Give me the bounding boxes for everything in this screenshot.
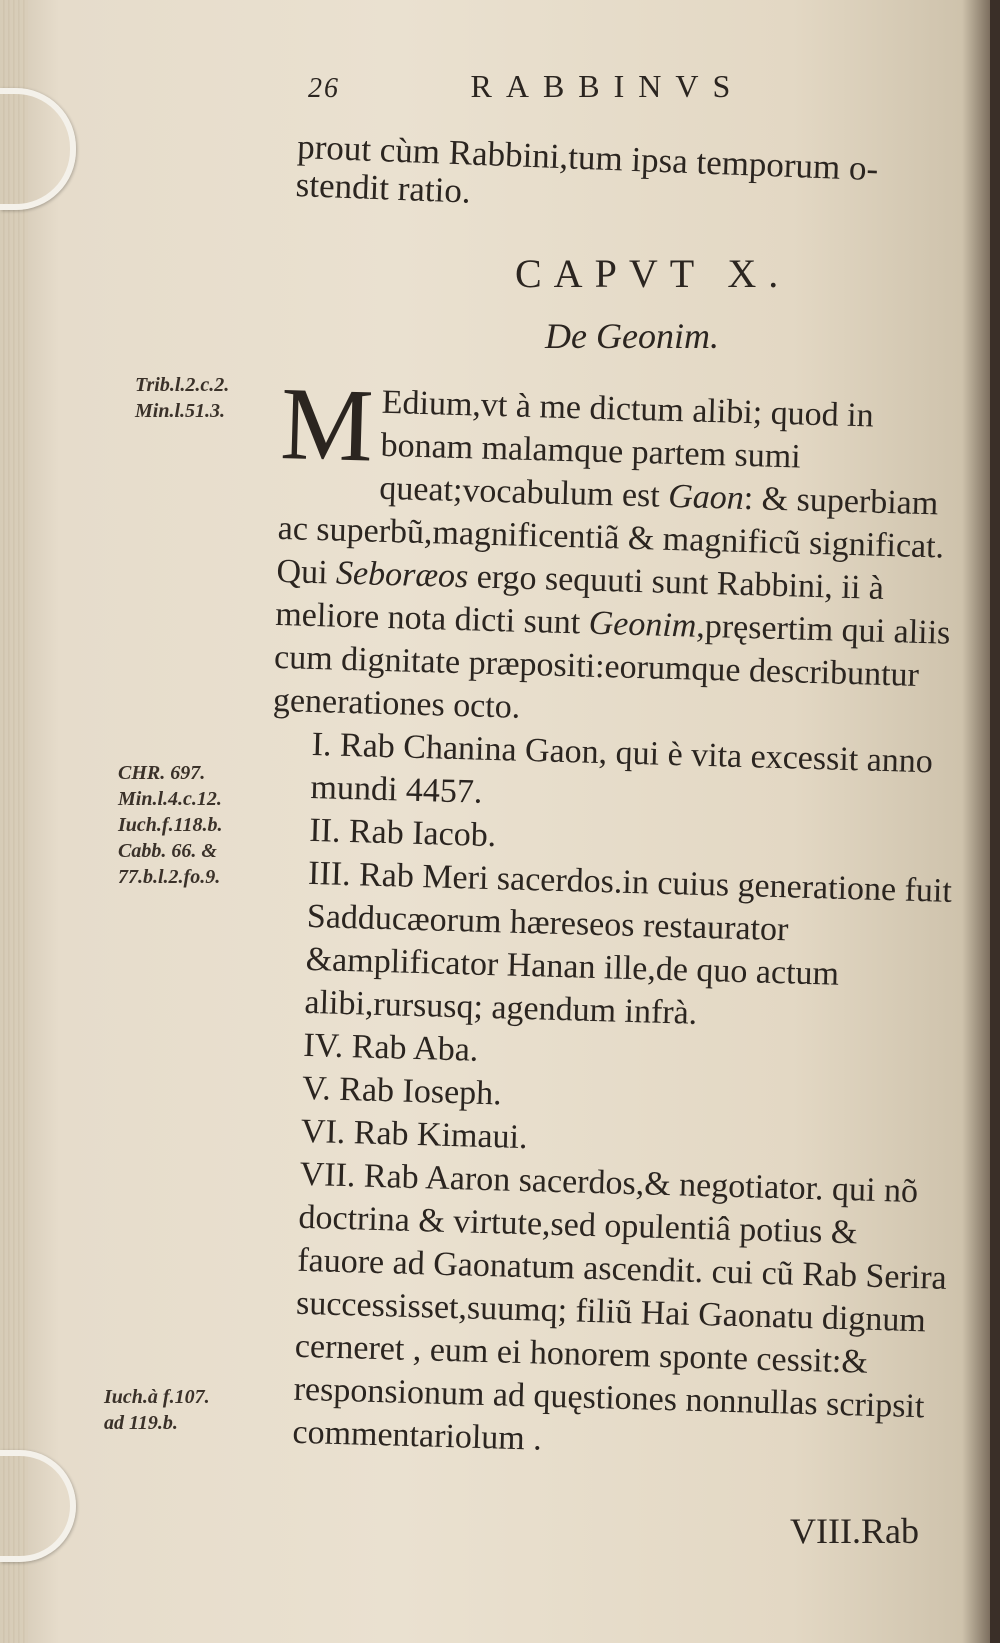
paper-clip-top [0, 88, 76, 210]
term-seboraeos: Seboræos [335, 554, 469, 596]
catchword: VIII.Rab [790, 1511, 919, 1551]
term-gaon: Gaon [667, 477, 745, 517]
text-run: ergo sequuti sunt Rabbini, ii à meliore nota dicti sunt [274, 558, 885, 642]
main-text [252, 366, 972, 1472]
term-geonim: Geonim [588, 604, 697, 645]
margin-note-1: Trib.l.2.c.2. Min.l.51.3. [135, 374, 230, 422]
text-run: Edium,vt à me dictum alibi; quod in bonam malamque partem sumi queat;vocabulum est [378, 383, 875, 515]
carryover-text: prout cùm Rabbini,tum ipsa temporum o- stendit ratio. [295, 127, 879, 211]
page-stack-edge [0, 0, 28, 1643]
generation-7: VII. Rab Aaron sacerdos,& negotiator. qui nõ doctrina & virtute,sed opulentiâ potius & fauore ad Gaonatum ascendit. cui cũ Rab Serira successisset,suumq; filiũ Hai Gaonatu dignum cerneret , eum ei honorem sponte cessit:& responsionum ad quęstiones nonnullas scripsit commentariolum . [292, 1155, 948, 1458]
paragraph-intro [272, 366, 971, 741]
generation-2: II. Rab Iacob. [308, 811, 497, 855]
generation-5: V. Rab Ioseph. [301, 1069, 503, 1113]
margin-note-3: Iuch.à f.107. ad 119.b. [104, 1386, 210, 1434]
generation-1: I. Rab Chanina Gaon, qui è vita excessit anno mundi 4457. [310, 725, 934, 811]
margin-note-2: CHR. 697. Min.l.4.c.12. Iuch.f.118.b. Cabb. 66. & 77.b.l.2.fo.9. [118, 762, 223, 888]
generation-4: IV. Rab Aba. [302, 1026, 479, 1069]
chapter-heading: CAPVT X. [515, 251, 791, 296]
drop-cap: M [279, 366, 375, 484]
text-run: : & superbiam ac superbũ,magnificentiã & magnificũ significat. Qui [276, 479, 945, 592]
paper-clip-bottom [0, 1450, 76, 1562]
running-title: RABBINVS [470, 68, 745, 104]
page-number: 26 [308, 73, 340, 104]
generation-6: VI. Rab Kimaui. [300, 1112, 529, 1157]
running-head [308, 68, 828, 106]
gutter-shadow [962, 0, 990, 1643]
generation-3: III. Rab Meri sacerdos.in cuius generatione fuit Sadducæorum hæreseos restaurator &amplificator Hanan ille,de quo actum alibi,rursusq; agendum infrà. [304, 854, 953, 1032]
chapter-subtitle: De Geonim. [545, 316, 719, 356]
text-run: ,pręsertim qui aliis cum dignitate præpositi:eorumque describuntur generationes octo. [272, 607, 951, 726]
